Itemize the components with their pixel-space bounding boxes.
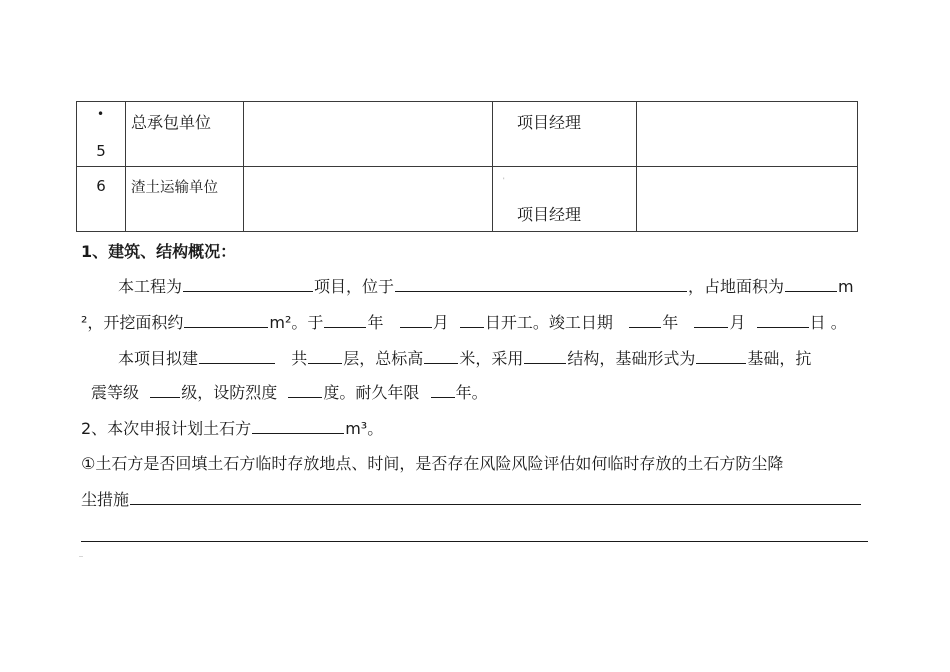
stray-mark: ‥ <box>79 552 84 559</box>
text-fragment: 日 。 <box>809 313 847 332</box>
pm-value-cell <box>637 167 858 232</box>
blank-field[interactable] <box>696 348 746 364</box>
blank-field[interactable] <box>395 276 687 292</box>
text-fragment: 震等级 <box>91 383 140 402</box>
text-fragment: 2、本次申报计划土石方 <box>81 419 252 438</box>
text-fragment: 层，总标高 <box>343 349 424 368</box>
blank-field[interactable] <box>183 276 313 292</box>
paragraph-line <box>118 348 811 369</box>
text-fragment: 米，采用 <box>459 349 524 368</box>
section-heading: 1、建筑、结构概况： <box>81 242 237 261</box>
answer-rule[interactable] <box>81 541 868 542</box>
text-fragment: 月 <box>432 313 449 332</box>
question-line <box>81 489 862 510</box>
section-heading <box>81 418 383 439</box>
text-fragment: 结构，基础形式为 <box>567 349 696 368</box>
blank-field[interactable] <box>694 312 728 328</box>
unit-value-cell <box>244 167 493 232</box>
text-fragment: 年 <box>662 313 679 332</box>
row-mark: • <box>97 107 105 121</box>
row-number: 6 <box>96 177 106 195</box>
text-fragment: 级，设防烈度 <box>181 383 278 402</box>
unit-value-cell <box>244 102 493 167</box>
blank-field[interactable] <box>524 348 566 364</box>
question-line: ①土石方是否回填土石方临时存放地点、时间，是否存在风险风险评估如何临时存放的土石方防尘降 <box>81 454 784 473</box>
pm-label: 项目经理 <box>517 113 582 132</box>
text-fragment: 年。 <box>455 383 488 402</box>
stray-mark: ' <box>503 177 505 184</box>
paragraph-line <box>81 312 847 333</box>
blank-field[interactable] <box>757 312 809 328</box>
blank-field[interactable] <box>460 312 484 328</box>
blank-field[interactable] <box>184 312 268 328</box>
blank-field[interactable] <box>150 382 180 398</box>
paragraph-line <box>118 276 854 297</box>
row-number-cell <box>77 102 126 167</box>
pm-label-cell <box>493 167 637 232</box>
table-row <box>77 102 858 167</box>
blank-field[interactable] <box>252 418 344 434</box>
text-fragment: m <box>838 277 854 296</box>
blank-field[interactable] <box>130 489 861 505</box>
blank-field[interactable] <box>629 312 661 328</box>
blank-field[interactable] <box>288 382 322 398</box>
text-fragment: m³。 <box>345 419 384 438</box>
text-fragment: 本工程为 <box>118 277 183 296</box>
blank-field[interactable] <box>400 312 432 328</box>
blank-field[interactable] <box>199 348 275 364</box>
text-fragment: 日开工。竣工日期 <box>484 313 613 332</box>
text-fragment: 年 <box>367 313 384 332</box>
text-fragment: 基础，抗 <box>747 349 812 368</box>
text-fragment: 共 <box>291 349 308 368</box>
pm-label: 项目经理 <box>517 205 582 224</box>
unit-name-cell <box>126 167 244 232</box>
text-fragment: 本项目拟建 <box>118 349 199 368</box>
table-row <box>77 167 858 232</box>
blank-field[interactable] <box>424 348 458 364</box>
row-number-cell <box>77 167 126 232</box>
paragraph-line <box>91 382 488 403</box>
text-fragment: m²。于 <box>269 313 324 332</box>
pm-value-cell <box>637 102 858 167</box>
text-fragment: 度。耐久年限 <box>323 383 420 402</box>
text-fragment: 月 <box>729 313 746 332</box>
unit-label: 总承包单位 <box>131 113 212 132</box>
text-fragment: 尘措施 <box>81 490 130 509</box>
blank-field[interactable] <box>324 312 366 328</box>
text-fragment: ，占地面积为 <box>688 277 785 296</box>
blank-field[interactable] <box>431 382 455 398</box>
unit-name-cell <box>126 102 244 167</box>
blank-field[interactable] <box>308 348 342 364</box>
text-fragment: 项目，位于 <box>314 277 395 296</box>
unit-label: 渣土运输单位 <box>131 180 218 196</box>
blank-field[interactable] <box>785 276 837 292</box>
pm-label-cell <box>493 102 637 167</box>
row-number: 5 <box>96 142 106 160</box>
unit-info-table <box>76 101 858 232</box>
text-fragment: ²，开挖面积约 <box>81 313 184 332</box>
